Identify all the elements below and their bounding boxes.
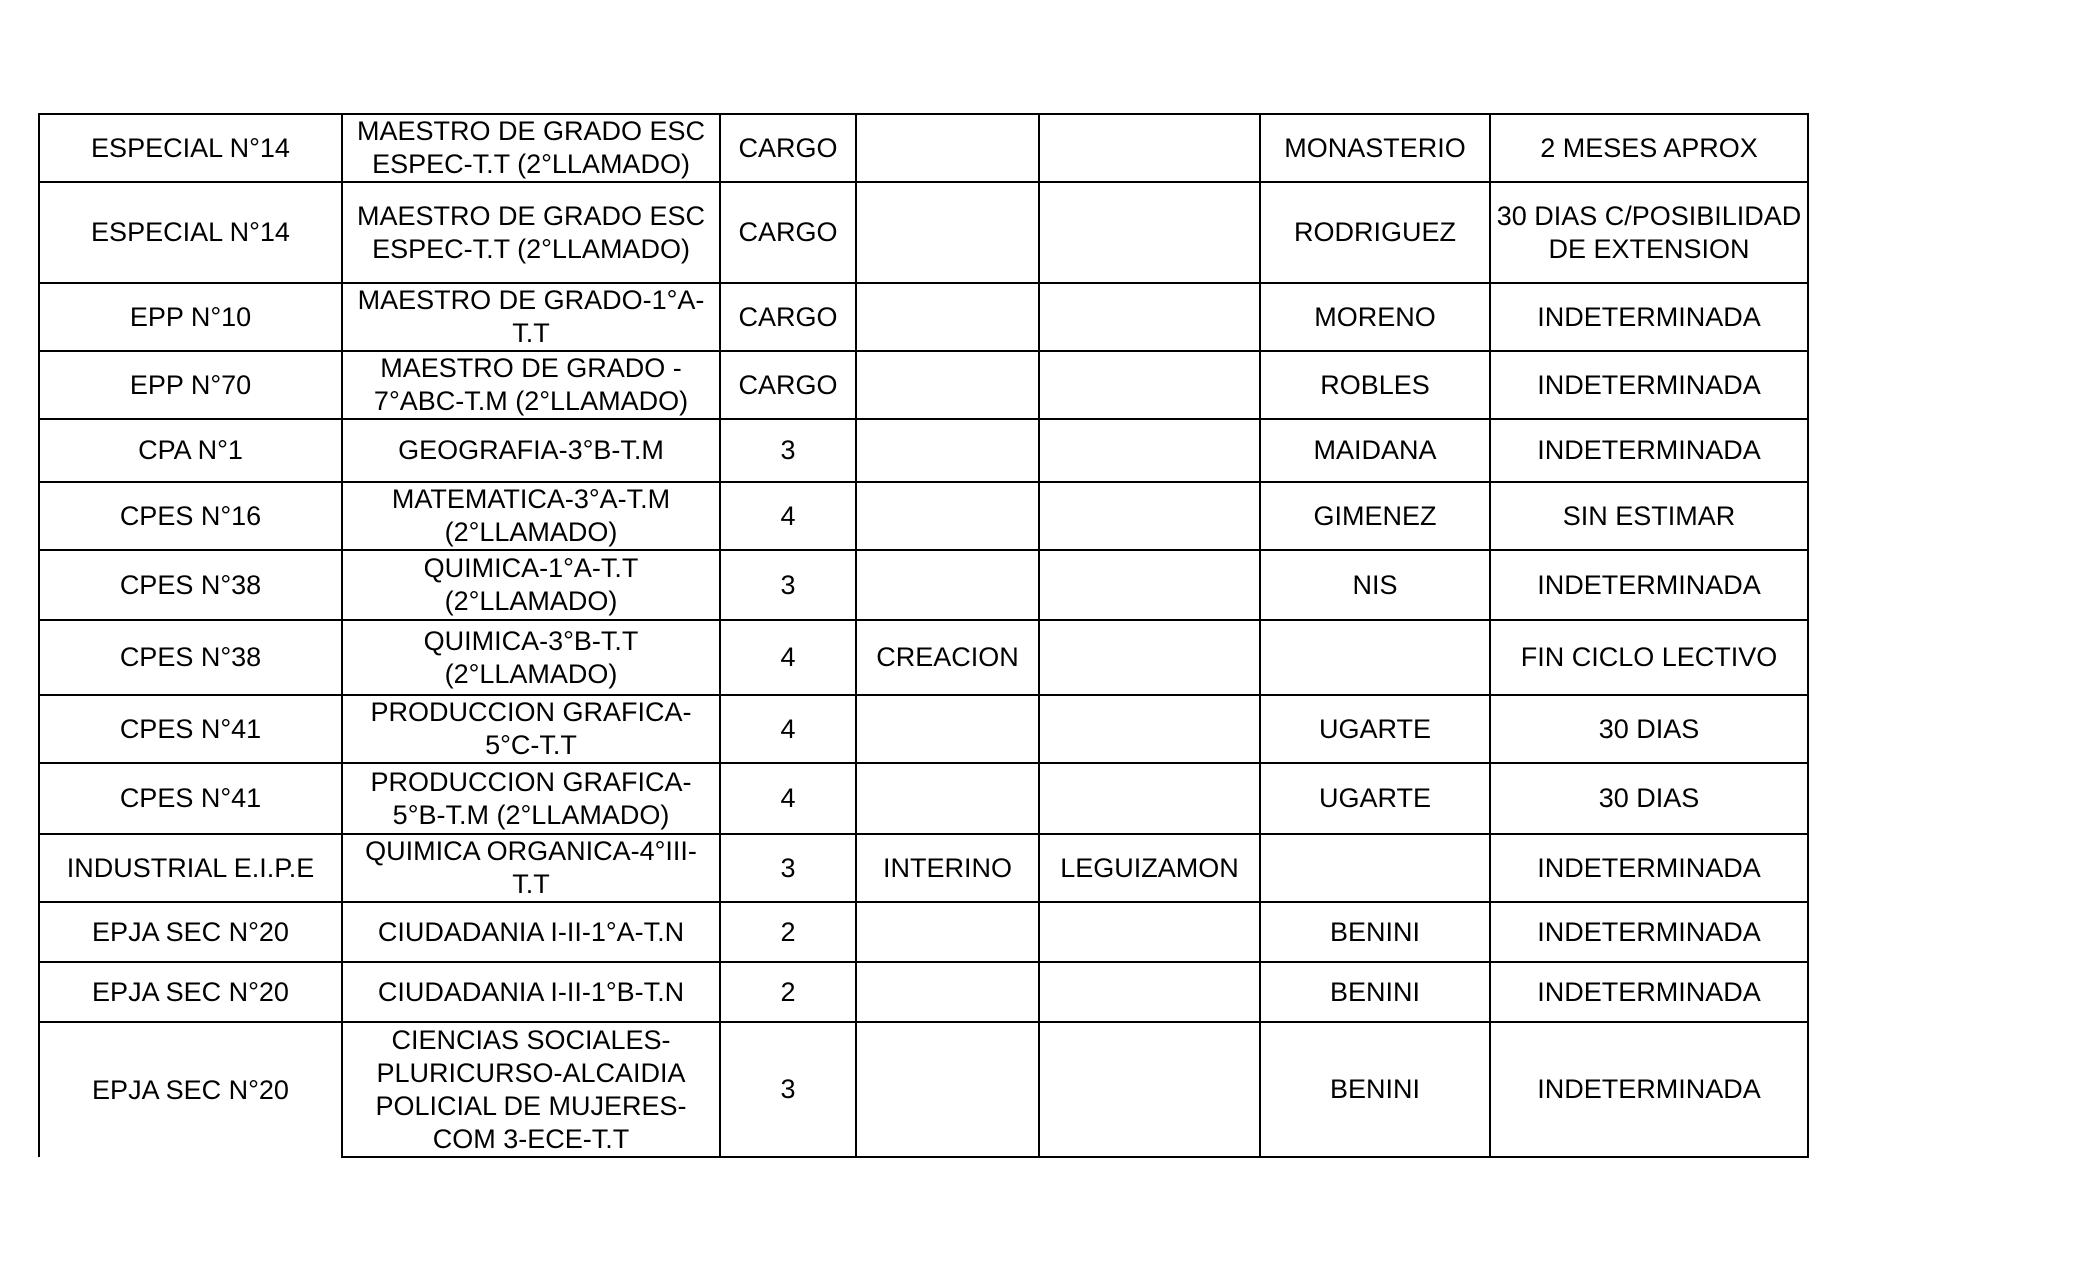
school-cell: ESPECIAL N°14 — [39, 182, 342, 283]
holder-cell — [1039, 620, 1260, 695]
school-cell: EPJA SEC N°20 — [39, 902, 342, 962]
status-cell — [856, 283, 1039, 351]
school-cell: EPP N°70 — [39, 351, 342, 419]
position-cell: MAESTRO DE GRADO-1°A-T.T — [342, 283, 720, 351]
replaced-teacher-cell: GIMENEZ — [1260, 482, 1490, 550]
holder-cell — [1039, 550, 1260, 620]
hours-cell: 4 — [720, 695, 856, 763]
hours-cell: CARGO — [720, 283, 856, 351]
hours-cell: 4 — [720, 763, 856, 834]
hours-cell: CARGO — [720, 114, 856, 182]
replaced-teacher-cell: BENINI — [1260, 1022, 1490, 1157]
replaced-teacher-cell: UGARTE — [1260, 695, 1490, 763]
table-row — [39, 763, 1808, 834]
school-cell: CPES N°41 — [39, 695, 342, 763]
duration-cell: INDETERMINADA — [1490, 962, 1808, 1022]
duration-cell: 30 DIAS — [1490, 763, 1808, 834]
hours-cell: 3 — [720, 834, 856, 902]
holder-cell — [1039, 419, 1260, 482]
table-row — [39, 834, 1808, 902]
position-cell: PRODUCCION GRAFICA-5°C-T.T — [342, 695, 720, 763]
status-cell — [856, 351, 1039, 419]
position-cell: MAESTRO DE GRADO - 7°ABC-T.M (2°LLAMADO) — [342, 351, 720, 419]
hours-cell: 3 — [720, 550, 856, 620]
school-cell: CPA N°1 — [39, 419, 342, 482]
position-cell: MATEMATICA-3°A-T.M (2°LLAMADO) — [342, 482, 720, 550]
school-cell: CPES N°16 — [39, 482, 342, 550]
position-cell: MAESTRO DE GRADO ESC ESPEC-T.T (2°LLAMADO) — [342, 114, 720, 182]
table-row — [39, 482, 1808, 550]
status-cell — [856, 482, 1039, 550]
replaced-teacher-cell: MONASTERIO — [1260, 114, 1490, 182]
duration-cell: INDETERMINADA — [1490, 283, 1808, 351]
table-row — [39, 962, 1808, 1022]
duration-cell: 30 DIAS C/POSIBILIDAD DE EXTENSION — [1490, 182, 1808, 283]
table-body — [39, 114, 1808, 1157]
replaced-teacher-cell: UGARTE — [1260, 763, 1490, 834]
table-row — [39, 695, 1808, 763]
hours-cell: CARGO — [720, 351, 856, 419]
school-cell: EPP N°10 — [39, 283, 342, 351]
replaced-teacher-cell: MORENO — [1260, 283, 1490, 351]
status-cell — [856, 550, 1039, 620]
replaced-teacher-cell — [1260, 834, 1490, 902]
position-cell: QUIMICA-1°A-T.T (2°LLAMADO) — [342, 550, 720, 620]
holder-cell — [1039, 182, 1260, 283]
hours-cell: 3 — [720, 1022, 856, 1157]
hours-cell: 4 — [720, 620, 856, 695]
duration-cell: SIN ESTIMAR — [1490, 482, 1808, 550]
position-cell: CIENCIAS SOCIALES-PLURICURSO-ALCAIDIA POLICIAL DE MUJERES-COM 3-ECE-T.T — [342, 1022, 720, 1157]
school-cell: ESPECIAL N°14 — [39, 114, 342, 182]
status-cell: INTERINO — [856, 834, 1039, 902]
replaced-teacher-cell: RODRIGUEZ — [1260, 182, 1490, 283]
replaced-teacher-cell: NIS — [1260, 550, 1490, 620]
table-row — [39, 114, 1808, 182]
duration-cell: FIN CICLO LECTIVO — [1490, 620, 1808, 695]
hours-cell: CARGO — [720, 182, 856, 283]
status-cell — [856, 962, 1039, 1022]
status-cell — [856, 902, 1039, 962]
holder-cell: LEGUIZAMON — [1039, 834, 1260, 902]
school-cell: CPES N°41 — [39, 763, 342, 834]
table-row — [39, 1022, 1808, 1157]
holder-cell — [1039, 962, 1260, 1022]
holder-cell — [1039, 763, 1260, 834]
spreadsheet-page — [38, 113, 1809, 1158]
holder-cell — [1039, 283, 1260, 351]
holder-cell — [1039, 351, 1260, 419]
table-row — [39, 182, 1808, 283]
duration-cell: 2 MESES APROX — [1490, 114, 1808, 182]
holder-cell — [1039, 902, 1260, 962]
school-cell: EPJA SEC N°20 — [39, 1022, 342, 1157]
table-row — [39, 419, 1808, 482]
position-cell: CIUDADANIA I-II-1°B-T.N — [342, 962, 720, 1022]
hours-cell: 2 — [720, 902, 856, 962]
duration-cell: INDETERMINADA — [1490, 902, 1808, 962]
duration-cell: 30 DIAS — [1490, 695, 1808, 763]
replaced-teacher-cell: BENINI — [1260, 962, 1490, 1022]
duration-cell: INDETERMINADA — [1490, 419, 1808, 482]
table-row — [39, 351, 1808, 419]
duration-cell: INDETERMINADA — [1490, 351, 1808, 419]
position-cell: QUIMICA ORGANICA-4°III-T.T — [342, 834, 720, 902]
replaced-teacher-cell: ROBLES — [1260, 351, 1490, 419]
table-row — [39, 550, 1808, 620]
hours-cell: 3 — [720, 419, 856, 482]
holder-cell — [1039, 114, 1260, 182]
table-row — [39, 283, 1808, 351]
replaced-teacher-cell: MAIDANA — [1260, 419, 1490, 482]
holder-cell — [1039, 695, 1260, 763]
position-cell: GEOGRAFIA-3°B-T.M — [342, 419, 720, 482]
table-row — [39, 902, 1808, 962]
status-cell — [856, 695, 1039, 763]
holder-cell — [1039, 1022, 1260, 1157]
replaced-teacher-cell: BENINI — [1260, 902, 1490, 962]
status-cell — [856, 419, 1039, 482]
duration-cell: INDETERMINADA — [1490, 1022, 1808, 1157]
status-cell — [856, 182, 1039, 283]
hours-cell: 4 — [720, 482, 856, 550]
hours-cell: 2 — [720, 962, 856, 1022]
school-cell: CPES N°38 — [39, 550, 342, 620]
status-cell — [856, 114, 1039, 182]
status-cell — [856, 1022, 1039, 1157]
holder-cell — [1039, 482, 1260, 550]
replaced-teacher-cell — [1260, 620, 1490, 695]
table-row — [39, 620, 1808, 695]
position-cell: QUIMICA-3°B-T.T (2°LLAMADO) — [342, 620, 720, 695]
duration-cell: INDETERMINADA — [1490, 834, 1808, 902]
duration-cell: INDETERMINADA — [1490, 550, 1808, 620]
position-cell: PRODUCCION GRAFICA-5°B-T.M (2°LLAMADO) — [342, 763, 720, 834]
school-cell: CPES N°38 — [39, 620, 342, 695]
position-cell: MAESTRO DE GRADO ESC ESPEC-T.T (2°LLAMADO) — [342, 182, 720, 283]
status-cell — [856, 763, 1039, 834]
school-cell: INDUSTRIAL E.I.P.E — [39, 834, 342, 902]
position-cell: CIUDADANIA I-II-1°A-T.N — [342, 902, 720, 962]
vacancies-table — [38, 113, 1809, 1158]
status-cell: CREACION — [856, 620, 1039, 695]
school-cell: EPJA SEC N°20 — [39, 962, 342, 1022]
